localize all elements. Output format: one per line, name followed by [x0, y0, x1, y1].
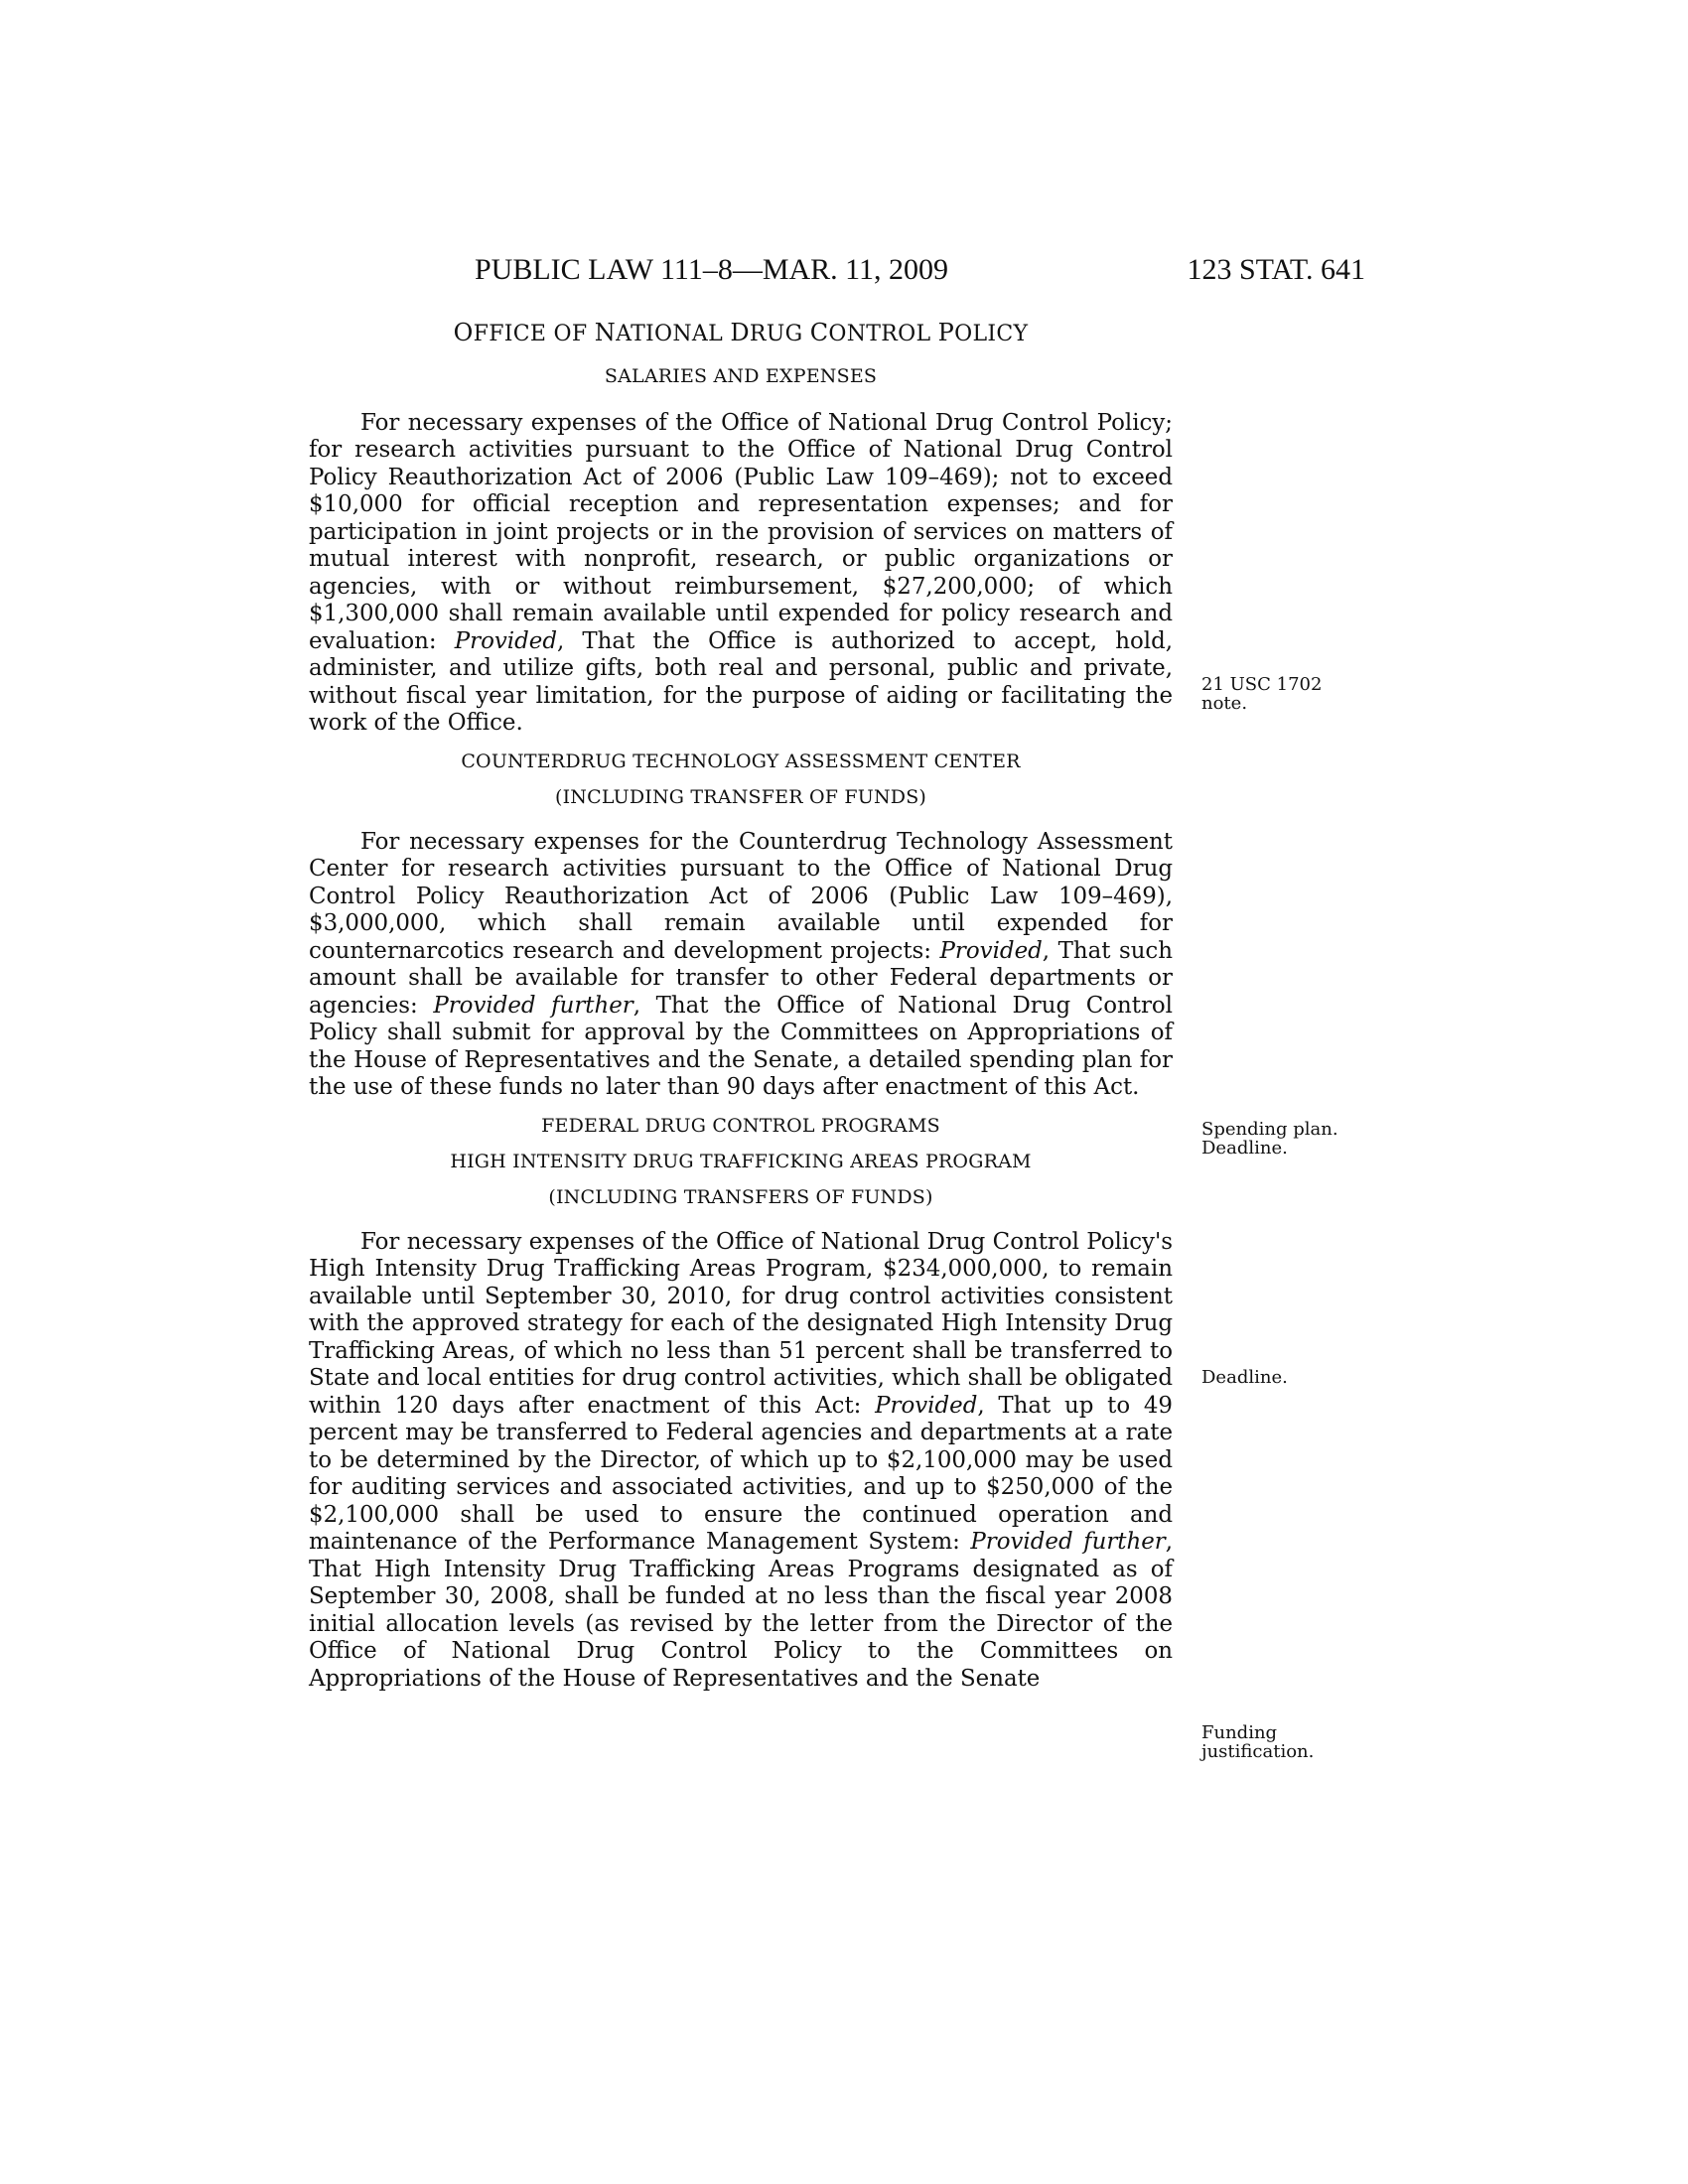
salaries-heading: SALARIES AND EXPENSES: [604, 364, 878, 387]
counterdrug-heading: COUNTERDRUG TECHNOLOGY ASSESSMENT CENTER: [461, 750, 1021, 772]
hidta-paragraph: For necessary expenses of the Office of National Drug Control Policy's High Intensity Drug Trafficking Areas Program, $234,000,000, to remain available until September 30, 2010, for drug control activities consistent with the approved strategy for each of the designated High Intensity Drug Trafficking Areas, of which no less than 51 percent shall be transferred to State and local entities for drug control activities, which shall be obligated within 120 days after enactment of this Act: Provided, That up to 49 percent may be transferred to Federal agencies and departments at a rate to be determined by the Director, of which up to $2,100,000 may be used for auditing services and associated activities, and up to $250,000 of the $2,100,000 shall be used to ensure the continued operation and maintenance of the Performance Management System: Provided further, That High Intensity Drug Trafficking Areas Programs designated as of September 30, 2008, shall be funded at no less than the fiscal year 2008 initial allocation levels (as revised by the letter from the Director of the Office of National Drug Control Policy to the Committees on Appropriations of the House of Representatives and the Senate: [309, 1228, 1173, 1692]
counterdrug-paragraph: For necessary expenses for the Counterdrug Technology Assessment Center for research activities pursuant to the Office of National Drug Control Policy Reauthorization Act of 2006 (Public Law 109–469), $3,000,000, which shall remain available until expended for counternarcotics research and development projects: Provided, That such amount shall be available for transfer to other Federal departments or agencies: Provided further, That the Office of National Drug Control Policy shall submit for approval by the Committees on Appropriations of the House of Representatives and the Senate, a detailed spending plan for the use of these funds no later than 90 days after enactment of this Act.: [309, 828, 1173, 1100]
margin-note-spending-plan: Spending plan. Deadline.: [1201, 1119, 1338, 1159]
margin-note-funding-justification: Funding justification.: [1201, 1722, 1315, 1762]
hidta-subheading: (INCLUDING TRANSFERS OF FUNDS): [548, 1185, 933, 1208]
federal-programs-heading: FEDERAL DRUG CONTROL PROGRAMS: [541, 1114, 940, 1137]
main-text-column: [309, 320, 1173, 1693]
counterdrug-subheading: (INCLUDING TRANSFER OF FUNDS): [554, 785, 927, 808]
statute-page-number: 123 STAT. 641: [1187, 253, 1365, 286]
salaries-paragraph: For necessary expenses of the Office of National Drug Control Policy; for research activities pursuant to the Office of National Drug Control Policy Reauthorization Act of 2006 (Public Law 109–469); not to exceed $10,000 for official reception and representation expenses; and for participation in joint projects or in the provision of services on matters of mutual interest with nonprofit, research, or public organizations or agencies, with or without reimbursement, $27,200,000; of which $1,300,000 shall remain available until expended for policy research and evaluation: Provided, That the Office is authorized to accept, hold, administer, and utilize gifts, both real and personal, public and private, without fiscal year limitation, for the purpose of aiding or facilitating the work of the Office.: [309, 409, 1173, 736]
hidta-heading: HIGH INTENSITY DRUG TRAFFICKING AREAS PROGRAM: [450, 1150, 1032, 1172]
public-law-citation: PUBLIC LAW 111–8—MAR. 11, 2009: [475, 253, 949, 286]
margin-note-deadline: Deadline.: [1201, 1367, 1288, 1388]
office-title: OFFICE OF NATIONAL DRUG CONTROL POLICY: [453, 319, 1029, 346]
margin-note-usc: 21 USC 1702 note.: [1201, 674, 1323, 714]
page-header: [298, 253, 1365, 293]
